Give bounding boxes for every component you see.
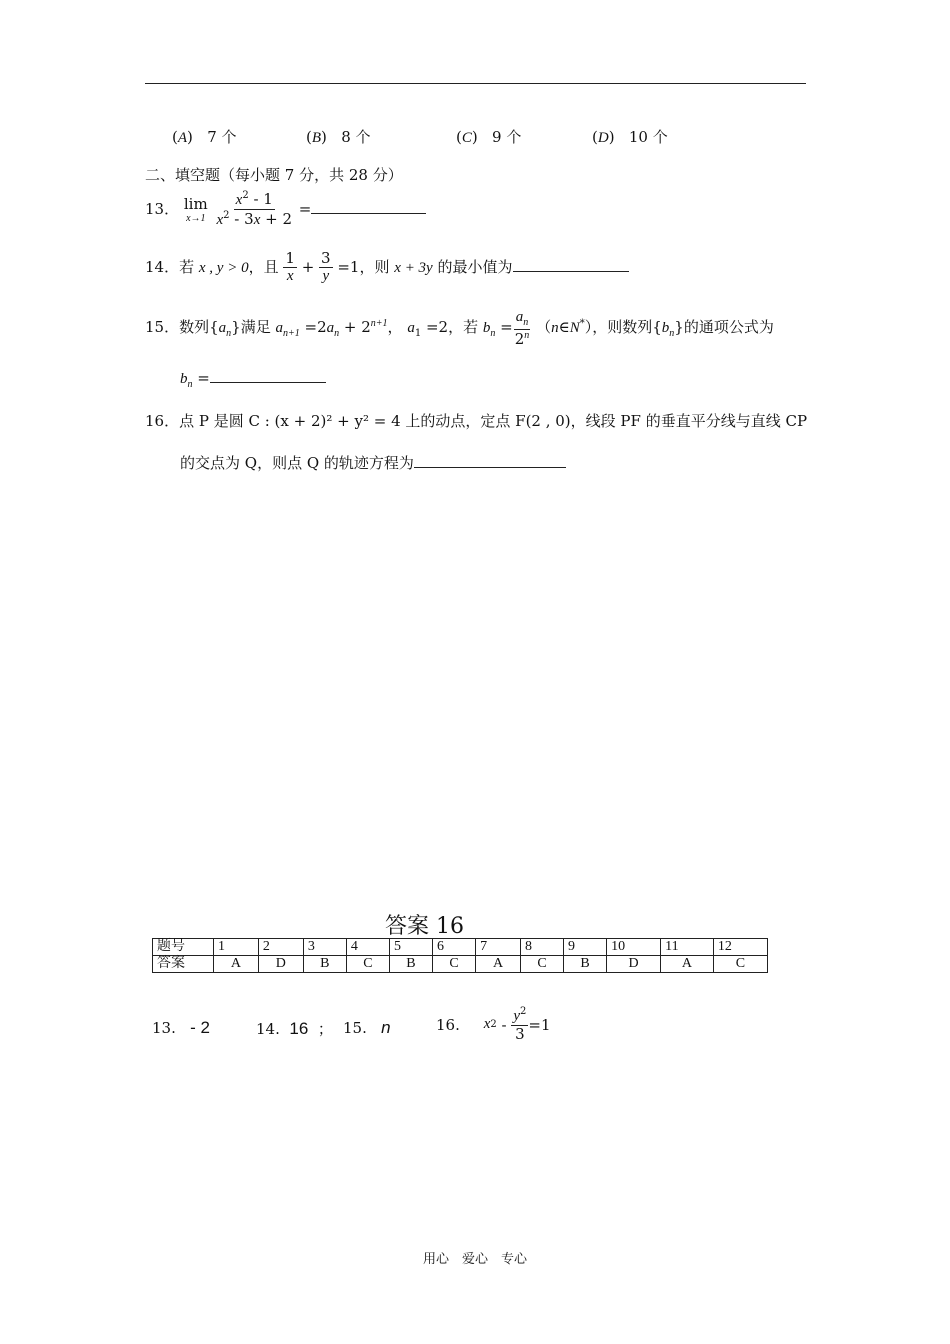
answer-blank-16[interactable] <box>414 453 566 468</box>
question-15: 15．数列$\{a_n\}$满足 $a_{n+1} =2a_n + 2^{n+1}$， $a_1 =2$，若 $b_n$ = $\frac{a_n}{2^n}$ （n∈N*），则数列$\{b_n\}$的通项公式为 <box>145 309 774 348</box>
table-cell: B <box>564 956 607 973</box>
section-heading: 二、填空题（每小题 7 分，共 28 分） <box>145 166 403 184</box>
table-cell: 2 <box>258 939 303 956</box>
question-16: 16．点 P 是圆 C : (x + 2)² + y² = 4 上的动点，定点 F(2 , 0)，线段 PF 的垂直平分线与直线 CP <box>145 412 808 430</box>
table-cell: 9 <box>564 939 607 956</box>
table-cell: A <box>476 956 521 973</box>
table-cell: 1 <box>214 939 259 956</box>
answer-title: 答案 16 <box>385 914 464 939</box>
table-header-cell: 答案 <box>153 956 214 973</box>
table-cell: 10 <box>607 939 661 956</box>
table-cell: C <box>433 956 476 973</box>
table-cell: D <box>258 956 303 973</box>
table-cell: C <box>346 956 389 973</box>
table-cell: 11 <box>661 939 714 956</box>
table-cell: 8 <box>520 939 563 956</box>
table-cell: B <box>303 956 346 973</box>
table-cell: 7 <box>476 939 521 956</box>
choice-d: (D) 10 个 <box>592 128 668 146</box>
choice-a: (A) 7 个 <box>172 128 237 146</box>
table-row <box>153 956 768 973</box>
choice-c: (C) 9 个 <box>456 128 522 146</box>
header-rule <box>145 83 806 84</box>
answer-blank-13[interactable] <box>311 199 426 214</box>
question-15-line2: $b_n$ = <box>180 368 326 390</box>
answer-14: 14. 16 ； <box>256 1019 333 1038</box>
question-16-line2: 的交点为 Q，则点 Q 的轨迹方程为 <box>180 452 566 473</box>
answer-16: 16. x 2 - $\frac{y^2}{3}$ =1 <box>436 1006 551 1044</box>
table-cell: A <box>214 956 259 973</box>
answer-blank-15[interactable] <box>210 368 326 383</box>
table-cell: C <box>713 956 767 973</box>
page-footer: 用心 爱心 专心 <box>422 1252 527 1267</box>
table-cell: B <box>389 956 432 973</box>
table-cell: 12 <box>713 939 767 956</box>
table-cell: C <box>520 956 563 973</box>
answer-13: 13. - 2 <box>152 1018 211 1037</box>
table-header-cell: 题号 <box>153 939 214 956</box>
table-cell: A <box>661 956 714 973</box>
choice-b: (B) 8 个 <box>306 128 371 146</box>
question-13: 13． lim x→1 $\frac{x^2 - 1}{x^2 - 3x + 2}$ = <box>145 190 426 230</box>
table-cell: 6 <box>433 939 476 956</box>
table-cell: 4 <box>346 939 389 956</box>
table-cell: D <box>607 956 661 973</box>
answer-blank-14[interactable] <box>513 257 629 272</box>
answer-table <box>152 938 768 973</box>
table-cell: 3 <box>303 939 346 956</box>
question-14: 14．若 x , y > 0，且 $\frac{1}{x}$ + $\frac{3}{y}$ =1，则 x + 3y 的最小值为 <box>145 250 629 286</box>
table-cell: 5 <box>389 939 432 956</box>
answer-15: 15. n <box>343 1018 391 1037</box>
table-row <box>153 939 768 956</box>
